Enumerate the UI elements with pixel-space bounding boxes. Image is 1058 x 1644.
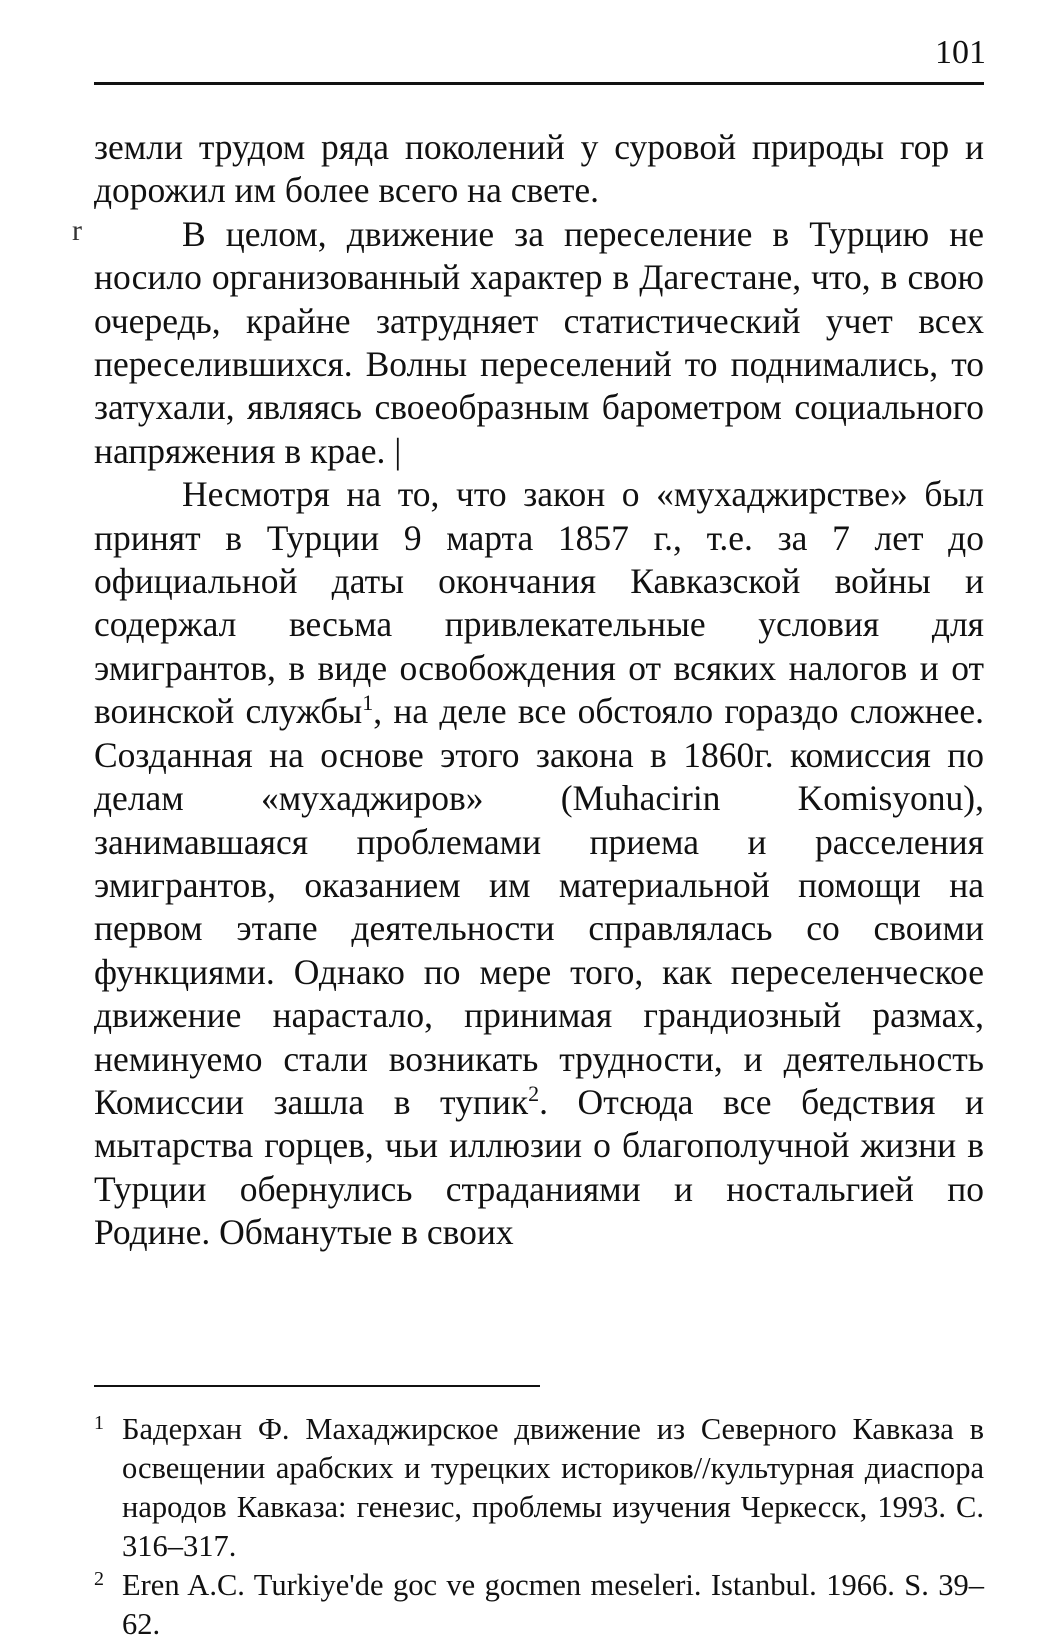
- paragraph-2: В целом, движение за переселение в Турцию не носило организованный характер в Дагестане, что, в свою очередь, крайне затрудняет статистический учет всех переселившихся. Волны переселений то поднимались, то затухали, являясь своеобразным барометром социального напряжения в крае. |: [94, 213, 984, 471]
- footnote-2: [94, 1566, 984, 1644]
- paragraph-3-part-3: . Отсюда все бедствия и мытарства горцев, чьи иллюзии о благополучной жизни в Турции обернулись страданиями и ностальгией по Родине. Обманутые в своих: [94, 1081, 984, 1253]
- paragraph-3-part-2: , на деле все обстояло гораздо сложнее. Созданная на основе этого закона в 1860г. комиссия по делам «мухаджиров» (Muhacirin Komisyonu), занимавшаяся проблемами приема и расселения эмигрантов, оказанием им материальной помощи на первом этапе деятельности справлялась со своими функциями. Однако по мере того, как переселенческое движение нарастало, принимая грандиозный размах, неминуемо стали возникать трудности, и деятельность Комиссии зашла в тупик: [94, 691, 984, 1122]
- paragraph-3-part-1: Несмотря на то, что закон о «мухаджирстве» был принят в Турции 9 марта 1857 г., т.е. за 7 лет до официальной даты окончания Кавказской войны и содержал весьма привлекательные условия для эмигрантов, в виде освобождения от всяких налогов и от воинской службы: [94, 474, 984, 732]
- footnote-marker-2: 2: [94, 1568, 104, 1590]
- footnote-ref-2: 2: [528, 1081, 540, 1107]
- paragraph-1: земли трудом ряда поколений у суровой природы гор и дорожил им более всего на свете.: [94, 127, 984, 211]
- margin-mark: r: [72, 214, 82, 247]
- footnotes: [94, 1410, 984, 1644]
- header-rule: [94, 82, 984, 85]
- page-number: 101: [935, 34, 986, 71]
- footnote-separator: [94, 1385, 540, 1387]
- footnote-1-text: Бадерхан Ф. Махаджирское движение из Северного Кавказа в освещении арабских и турецких историков//культурная диаспора народов Кавказа: генезис, проблемы изучения Черкесск, 1993. С. 316–317.: [122, 1412, 984, 1563]
- footnote-2-text: Eren A.C. Turkiye'de goc ve gocmen meseleri. Istanbul. 1966. S. 39–62.: [122, 1568, 984, 1641]
- body-text: [94, 126, 984, 1255]
- footnote-ref-1: 1: [362, 690, 374, 716]
- paragraph-3: [94, 473, 984, 1254]
- footnote-1: [94, 1410, 984, 1566]
- footnote-marker-1: 1: [94, 1412, 104, 1434]
